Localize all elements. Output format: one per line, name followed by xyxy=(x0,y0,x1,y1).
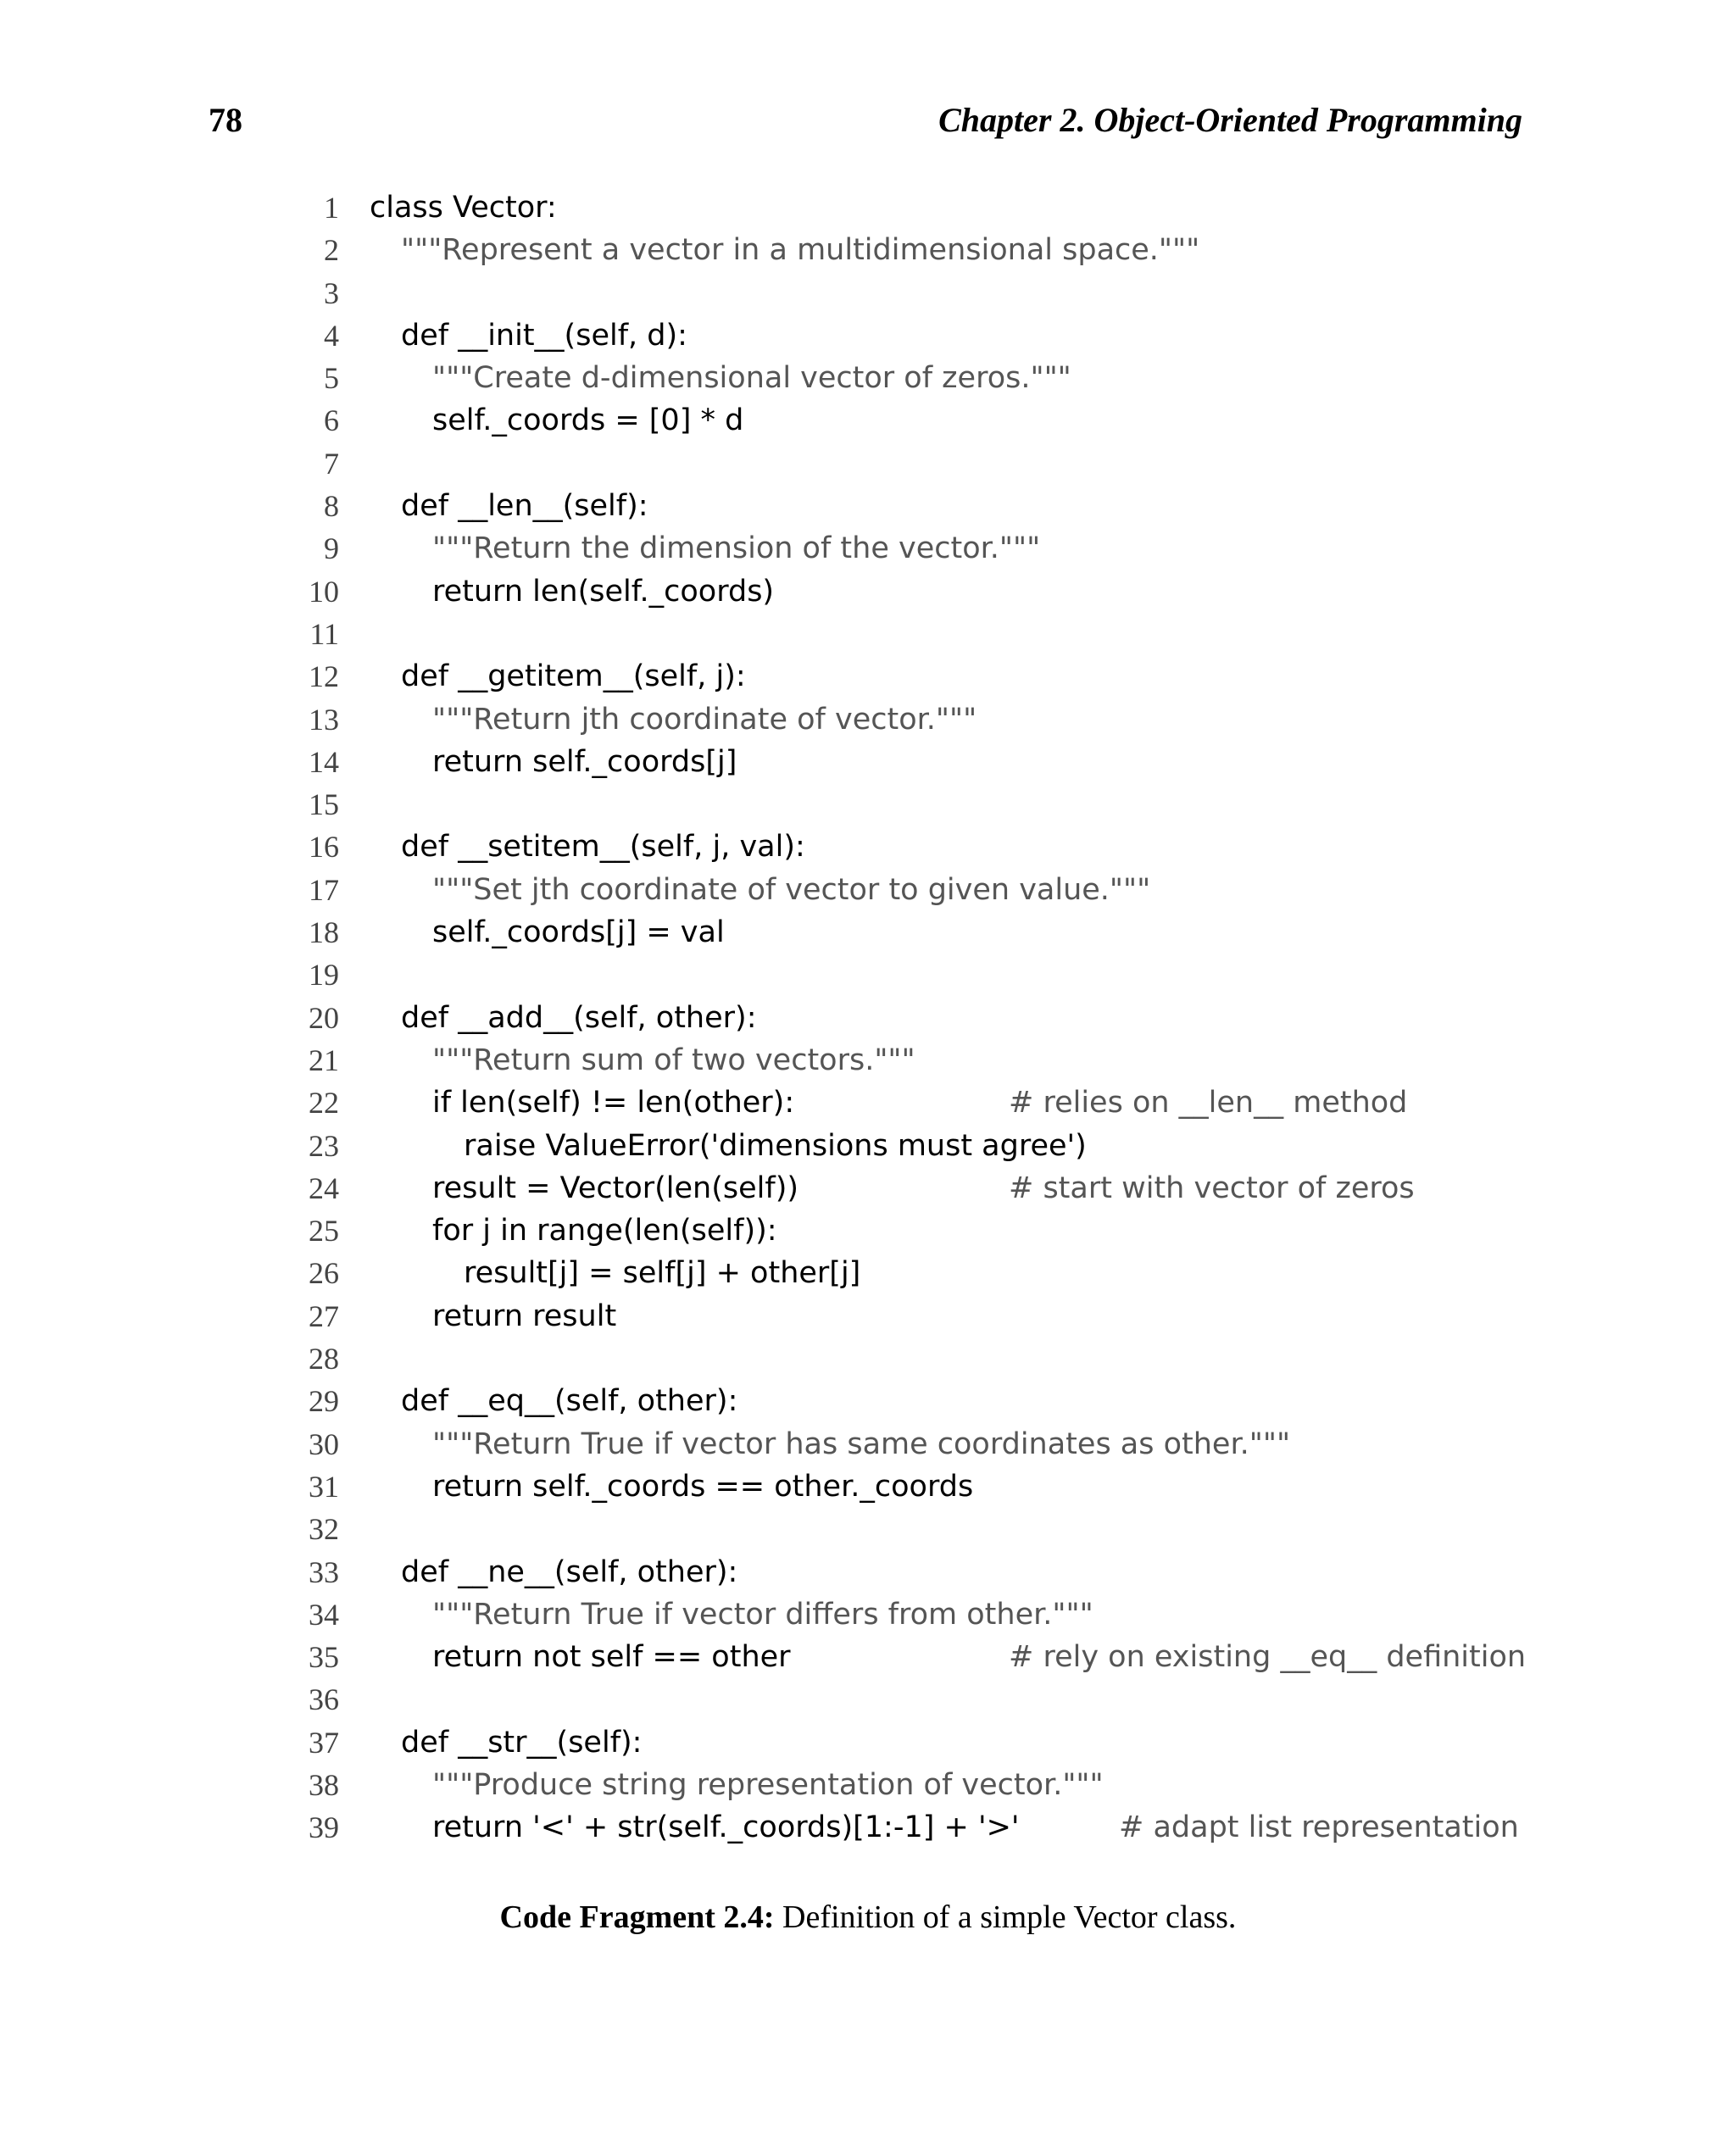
line-number: 36 xyxy=(309,1682,339,1717)
caption-text: Definition of a simple Vector class. xyxy=(782,1899,1237,1935)
code-text: self._coords[j] = val xyxy=(432,915,725,950)
code-text: def __ne__(self, other): xyxy=(401,1554,738,1589)
line-number: 33 xyxy=(309,1554,339,1589)
line-number: 13 xyxy=(309,702,339,737)
code-line xyxy=(288,570,1560,613)
code-text: """Produce string representation of vector.""" xyxy=(432,1767,1104,1802)
code-text: """Return jth coordinate of vector.""" xyxy=(432,702,977,737)
line-number: 27 xyxy=(309,1299,339,1333)
code-line xyxy=(288,655,1560,698)
line-number: 2 xyxy=(324,233,339,268)
code-line xyxy=(288,954,1560,996)
code-comment: # adapt list representation xyxy=(1119,1810,1519,1845)
page-number: 78 xyxy=(209,101,242,139)
code-line xyxy=(288,1167,1560,1210)
line-number: 3 xyxy=(324,275,339,310)
code-line xyxy=(288,1551,1560,1593)
line-number: 30 xyxy=(309,1426,339,1461)
code-text: return len(self._coords) xyxy=(432,574,775,609)
code-text: for j in range(len(self)): xyxy=(432,1214,777,1248)
line-number: 32 xyxy=(309,1512,339,1547)
code-text: """Create d-dimensional vector of zeros.""" xyxy=(432,361,1071,396)
code-text: return not self == other xyxy=(432,1640,791,1675)
line-number: 24 xyxy=(309,1171,339,1205)
code-line xyxy=(288,826,1560,868)
code-comment: # start with vector of zeros xyxy=(1009,1171,1415,1205)
code-caption xyxy=(0,1899,1736,1936)
code-line xyxy=(288,1039,1560,1082)
code-text: raise ValueError('dimensions must agree') xyxy=(464,1128,1087,1163)
code-line xyxy=(288,186,1560,229)
line-number: 22 xyxy=(309,1086,339,1121)
line-number: 18 xyxy=(309,915,339,950)
code-text: def __getitem__(self, j): xyxy=(401,659,746,694)
code-comment: # rely on existing __eq__ definition xyxy=(1009,1640,1527,1675)
line-number: 25 xyxy=(309,1214,339,1248)
caption-label: Code Fragment 2.4: xyxy=(499,1899,775,1935)
code-text: self._coords = [0] * d xyxy=(432,403,744,438)
line-number: 23 xyxy=(309,1128,339,1163)
line-number: 26 xyxy=(309,1256,339,1291)
line-number: 34 xyxy=(309,1597,339,1632)
code-line xyxy=(288,1423,1560,1465)
code-text: """Set jth coordinate of vector to given value.""" xyxy=(432,872,1151,907)
code-line xyxy=(288,229,1560,271)
code-line xyxy=(288,272,1560,314)
code-line xyxy=(288,613,1560,655)
code-text: def __init__(self, d): xyxy=(401,318,687,353)
code-line xyxy=(288,357,1560,399)
code-line xyxy=(288,1593,1560,1636)
code-line xyxy=(288,911,1560,954)
code-text: """Represent a vector in a multidimensional space.""" xyxy=(401,233,1200,268)
page-header xyxy=(209,100,1522,151)
code-line xyxy=(288,1806,1560,1849)
line-number: 37 xyxy=(309,1725,339,1760)
line-number: 7 xyxy=(324,446,339,481)
code-line xyxy=(288,1337,1560,1380)
code-line xyxy=(288,1678,1560,1721)
line-number: 4 xyxy=(324,318,339,353)
code-line xyxy=(288,399,1560,442)
code-text: def __add__(self, other): xyxy=(401,1000,757,1035)
code-text: result = Vector(len(self)) xyxy=(432,1171,798,1205)
line-number: 1 xyxy=(324,191,339,225)
code-line xyxy=(288,442,1560,485)
code-line xyxy=(288,1508,1560,1550)
code-text: def __setitem__(self, j, val): xyxy=(401,830,805,865)
code-text: """Return True if vector has same coordinates as other.""" xyxy=(432,1426,1291,1461)
line-number: 29 xyxy=(309,1384,339,1419)
code-listing xyxy=(288,186,1560,1849)
code-text: return self._coords[j] xyxy=(432,744,737,779)
line-number: 14 xyxy=(309,744,339,779)
code-line xyxy=(288,1764,1560,1806)
line-number: 6 xyxy=(324,403,339,438)
code-line xyxy=(288,1125,1560,1167)
code-text: if len(self) != len(other): xyxy=(432,1086,795,1121)
code-line xyxy=(288,741,1560,783)
code-line xyxy=(288,783,1560,826)
code-text: return result xyxy=(432,1299,617,1333)
code-line xyxy=(288,869,1560,911)
line-number: 12 xyxy=(309,659,339,694)
code-line xyxy=(288,1636,1560,1678)
line-number: 19 xyxy=(309,958,339,993)
line-number: 35 xyxy=(309,1640,339,1675)
line-number: 16 xyxy=(309,830,339,865)
code-text: """Return sum of two vectors.""" xyxy=(432,1043,915,1077)
code-text: return self._coords == other._coords xyxy=(432,1469,974,1504)
code-text: """Return the dimension of the vector.""" xyxy=(432,531,1041,566)
code-line xyxy=(288,485,1560,527)
line-number: 17 xyxy=(309,872,339,907)
code-comment: # relies on __len__ method xyxy=(1009,1086,1408,1121)
line-number: 38 xyxy=(309,1767,339,1802)
code-line xyxy=(288,1721,1560,1764)
line-number: 5 xyxy=(324,361,339,396)
code-line xyxy=(288,1082,1560,1124)
code-line xyxy=(288,1295,1560,1337)
line-number: 8 xyxy=(324,489,339,524)
code-text: class Vector: xyxy=(370,191,557,225)
line-number: 10 xyxy=(309,574,339,609)
code-text: return '<' + str(self._coords)[1:-1] + '>' xyxy=(432,1810,1020,1845)
code-text: def __len__(self): xyxy=(401,489,648,524)
line-number: 39 xyxy=(309,1810,339,1845)
code-text: result[j] = self[j] + other[j] xyxy=(464,1256,861,1291)
line-number: 9 xyxy=(324,531,339,566)
line-number: 31 xyxy=(309,1469,339,1504)
code-line xyxy=(288,698,1560,741)
chapter-title: Chapter 2. Object-Oriented Programming xyxy=(938,101,1522,139)
code-text: def __eq__(self, other): xyxy=(401,1384,738,1419)
code-line xyxy=(288,314,1560,357)
code-text: def __str__(self): xyxy=(401,1725,643,1760)
line-number: 21 xyxy=(309,1043,339,1077)
code-line xyxy=(288,1252,1560,1294)
line-number: 20 xyxy=(309,1000,339,1035)
line-number: 28 xyxy=(309,1342,339,1376)
line-number: 11 xyxy=(309,616,339,651)
line-number: 15 xyxy=(309,787,339,822)
code-line xyxy=(288,1210,1560,1252)
code-text: """Return True if vector differs from other.""" xyxy=(432,1597,1093,1632)
code-line xyxy=(288,527,1560,570)
code-line xyxy=(288,997,1560,1039)
code-line xyxy=(288,1380,1560,1422)
code-line xyxy=(288,1465,1560,1508)
